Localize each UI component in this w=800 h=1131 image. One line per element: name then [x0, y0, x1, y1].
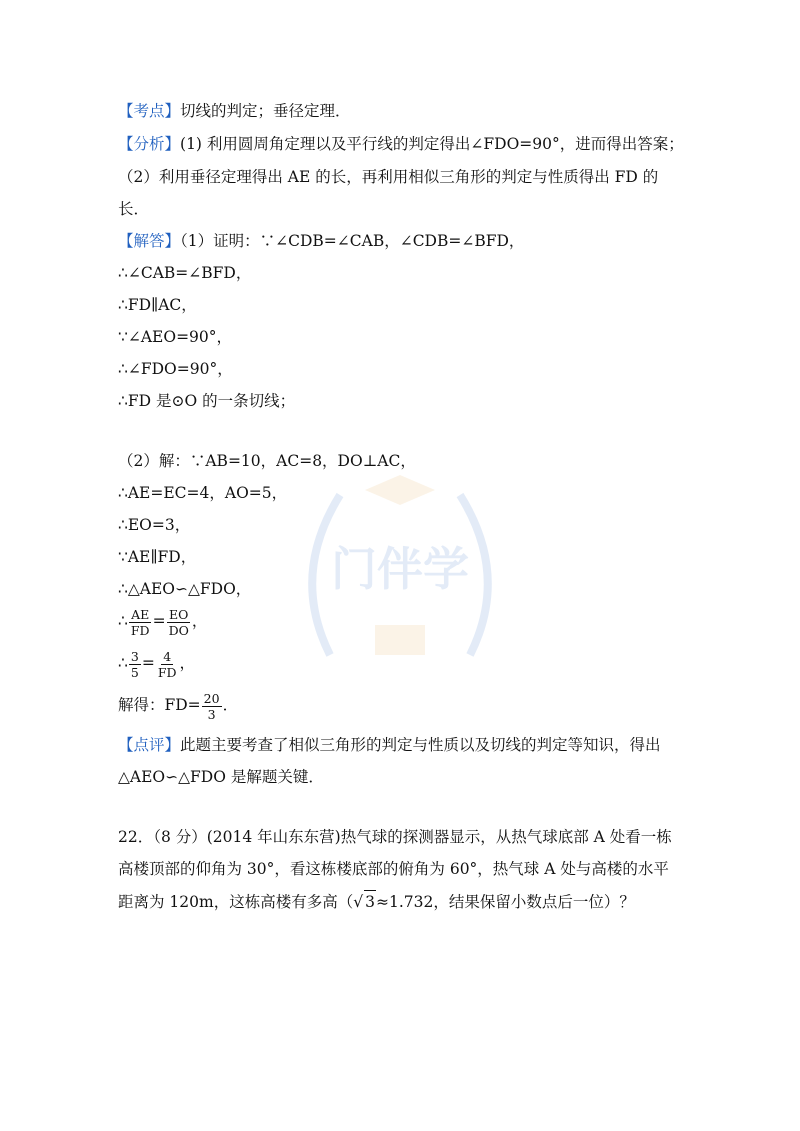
- fenxi-line-1: [118, 133, 684, 155]
- period: ．: [222, 696, 239, 714]
- denominator: 5: [130, 664, 139, 680]
- sqrt-sign: √: [353, 893, 364, 911]
- proof-step: ∴∠FDO=90°，: [118, 360, 233, 378]
- question22-line-3: [118, 890, 635, 913]
- denominator: 3: [207, 706, 216, 722]
- denominator: DO: [168, 622, 189, 638]
- watermark-text: 门伴学: [331, 542, 469, 596]
- question22-line-1: 22．（8 分）(2014 年山东东营)热气球的探测器显示，从热气球底部 A 处看一栋: [118, 828, 672, 846]
- jieda-first: （1）证明：∵∠CDB=∠CAB，∠CDB=∠BFD，: [180, 232, 525, 250]
- denominator: FD: [130, 622, 150, 638]
- dianping-text-1: 此题主要考查了相似三角形的判定与性质以及切线的判定等知识，得出: [180, 736, 661, 754]
- fraction: [156, 649, 179, 680]
- proof-step: ∴FD 是⊙O 的一条切线；: [118, 392, 296, 410]
- fraction: [202, 691, 222, 722]
- fenxi-line-3: 长．: [118, 200, 150, 218]
- equals-sign: =: [152, 612, 166, 630]
- ratio-equation-2: [118, 646, 195, 680]
- denominator: FD: [157, 664, 177, 680]
- kaodian-text: 切线的判定；垂径定理．: [180, 102, 351, 120]
- jieda-line-1: [118, 230, 524, 252]
- fraction: [129, 649, 141, 680]
- comma: ，: [191, 612, 208, 630]
- question22-text: 距离为 120m，这栋高楼有多高（: [118, 893, 354, 911]
- proof-step: ∴FD∥AC，: [118, 296, 197, 314]
- fraction: [167, 607, 191, 638]
- fraction: [129, 607, 152, 638]
- numerator: EO: [169, 606, 189, 622]
- solution-step: ∴AE=EC=4，AO=5，: [118, 484, 288, 502]
- numerator: 20: [203, 690, 220, 706]
- numerator: 3: [130, 648, 139, 664]
- therefore-symbol: ∴: [118, 612, 128, 630]
- jieda-tag: 【解答】: [118, 232, 181, 250]
- solution-step: ∴EO=3，: [118, 516, 191, 534]
- ratio-equation-1: [118, 604, 207, 638]
- comma: ，: [179, 654, 196, 672]
- fenxi-text-1: (1) 利用圆周角定理以及平行线的判定得出∠FDO=90°，进而得出答案；: [180, 135, 684, 153]
- solution-step: ∵AE∥FD，: [118, 548, 197, 566]
- kaodian-line: [118, 100, 351, 122]
- dianping-line-1: [118, 734, 661, 756]
- watermark-logo: [270, 445, 530, 695]
- proof-step: ∴∠CAB=∠BFD，: [118, 264, 252, 282]
- dianping-tag: 【点评】: [118, 736, 181, 754]
- question22-text: ≈1.732，结果保留小数点后一位）？: [375, 893, 635, 911]
- fenxi-tag: 【分析】: [118, 135, 181, 153]
- sqrt-argument: 3: [364, 890, 376, 913]
- numerator: AE: [131, 606, 150, 622]
- solution-step: （2）解：∵AB=10，AC=8，DO⊥AC，: [118, 452, 416, 470]
- solve-result: [118, 688, 238, 722]
- fenxi-line-2: （2）利用垂径定理得出 AE 的长，再利用相似三角形的判定与性质得出 FD 的: [118, 168, 659, 186]
- equals-sign: =: [141, 654, 155, 672]
- dianping-line-2: △AEO∽△FDO 是解题关键．: [118, 768, 324, 786]
- numerator: 4: [163, 648, 172, 664]
- therefore-symbol: ∴: [118, 654, 128, 672]
- kaodian-tag: 【考点】: [118, 102, 181, 120]
- solution-step: ∴△AEO∽△FDO，: [118, 580, 252, 598]
- solve-prefix: 解得：FD=: [118, 696, 201, 714]
- proof-step: ∵∠AEO=90°，: [118, 328, 233, 346]
- question22-line-2: 高楼顶部的仰角为 30°，看这栋楼底部的俯角为 60°，热气球 A 处与高楼的水平: [118, 860, 669, 878]
